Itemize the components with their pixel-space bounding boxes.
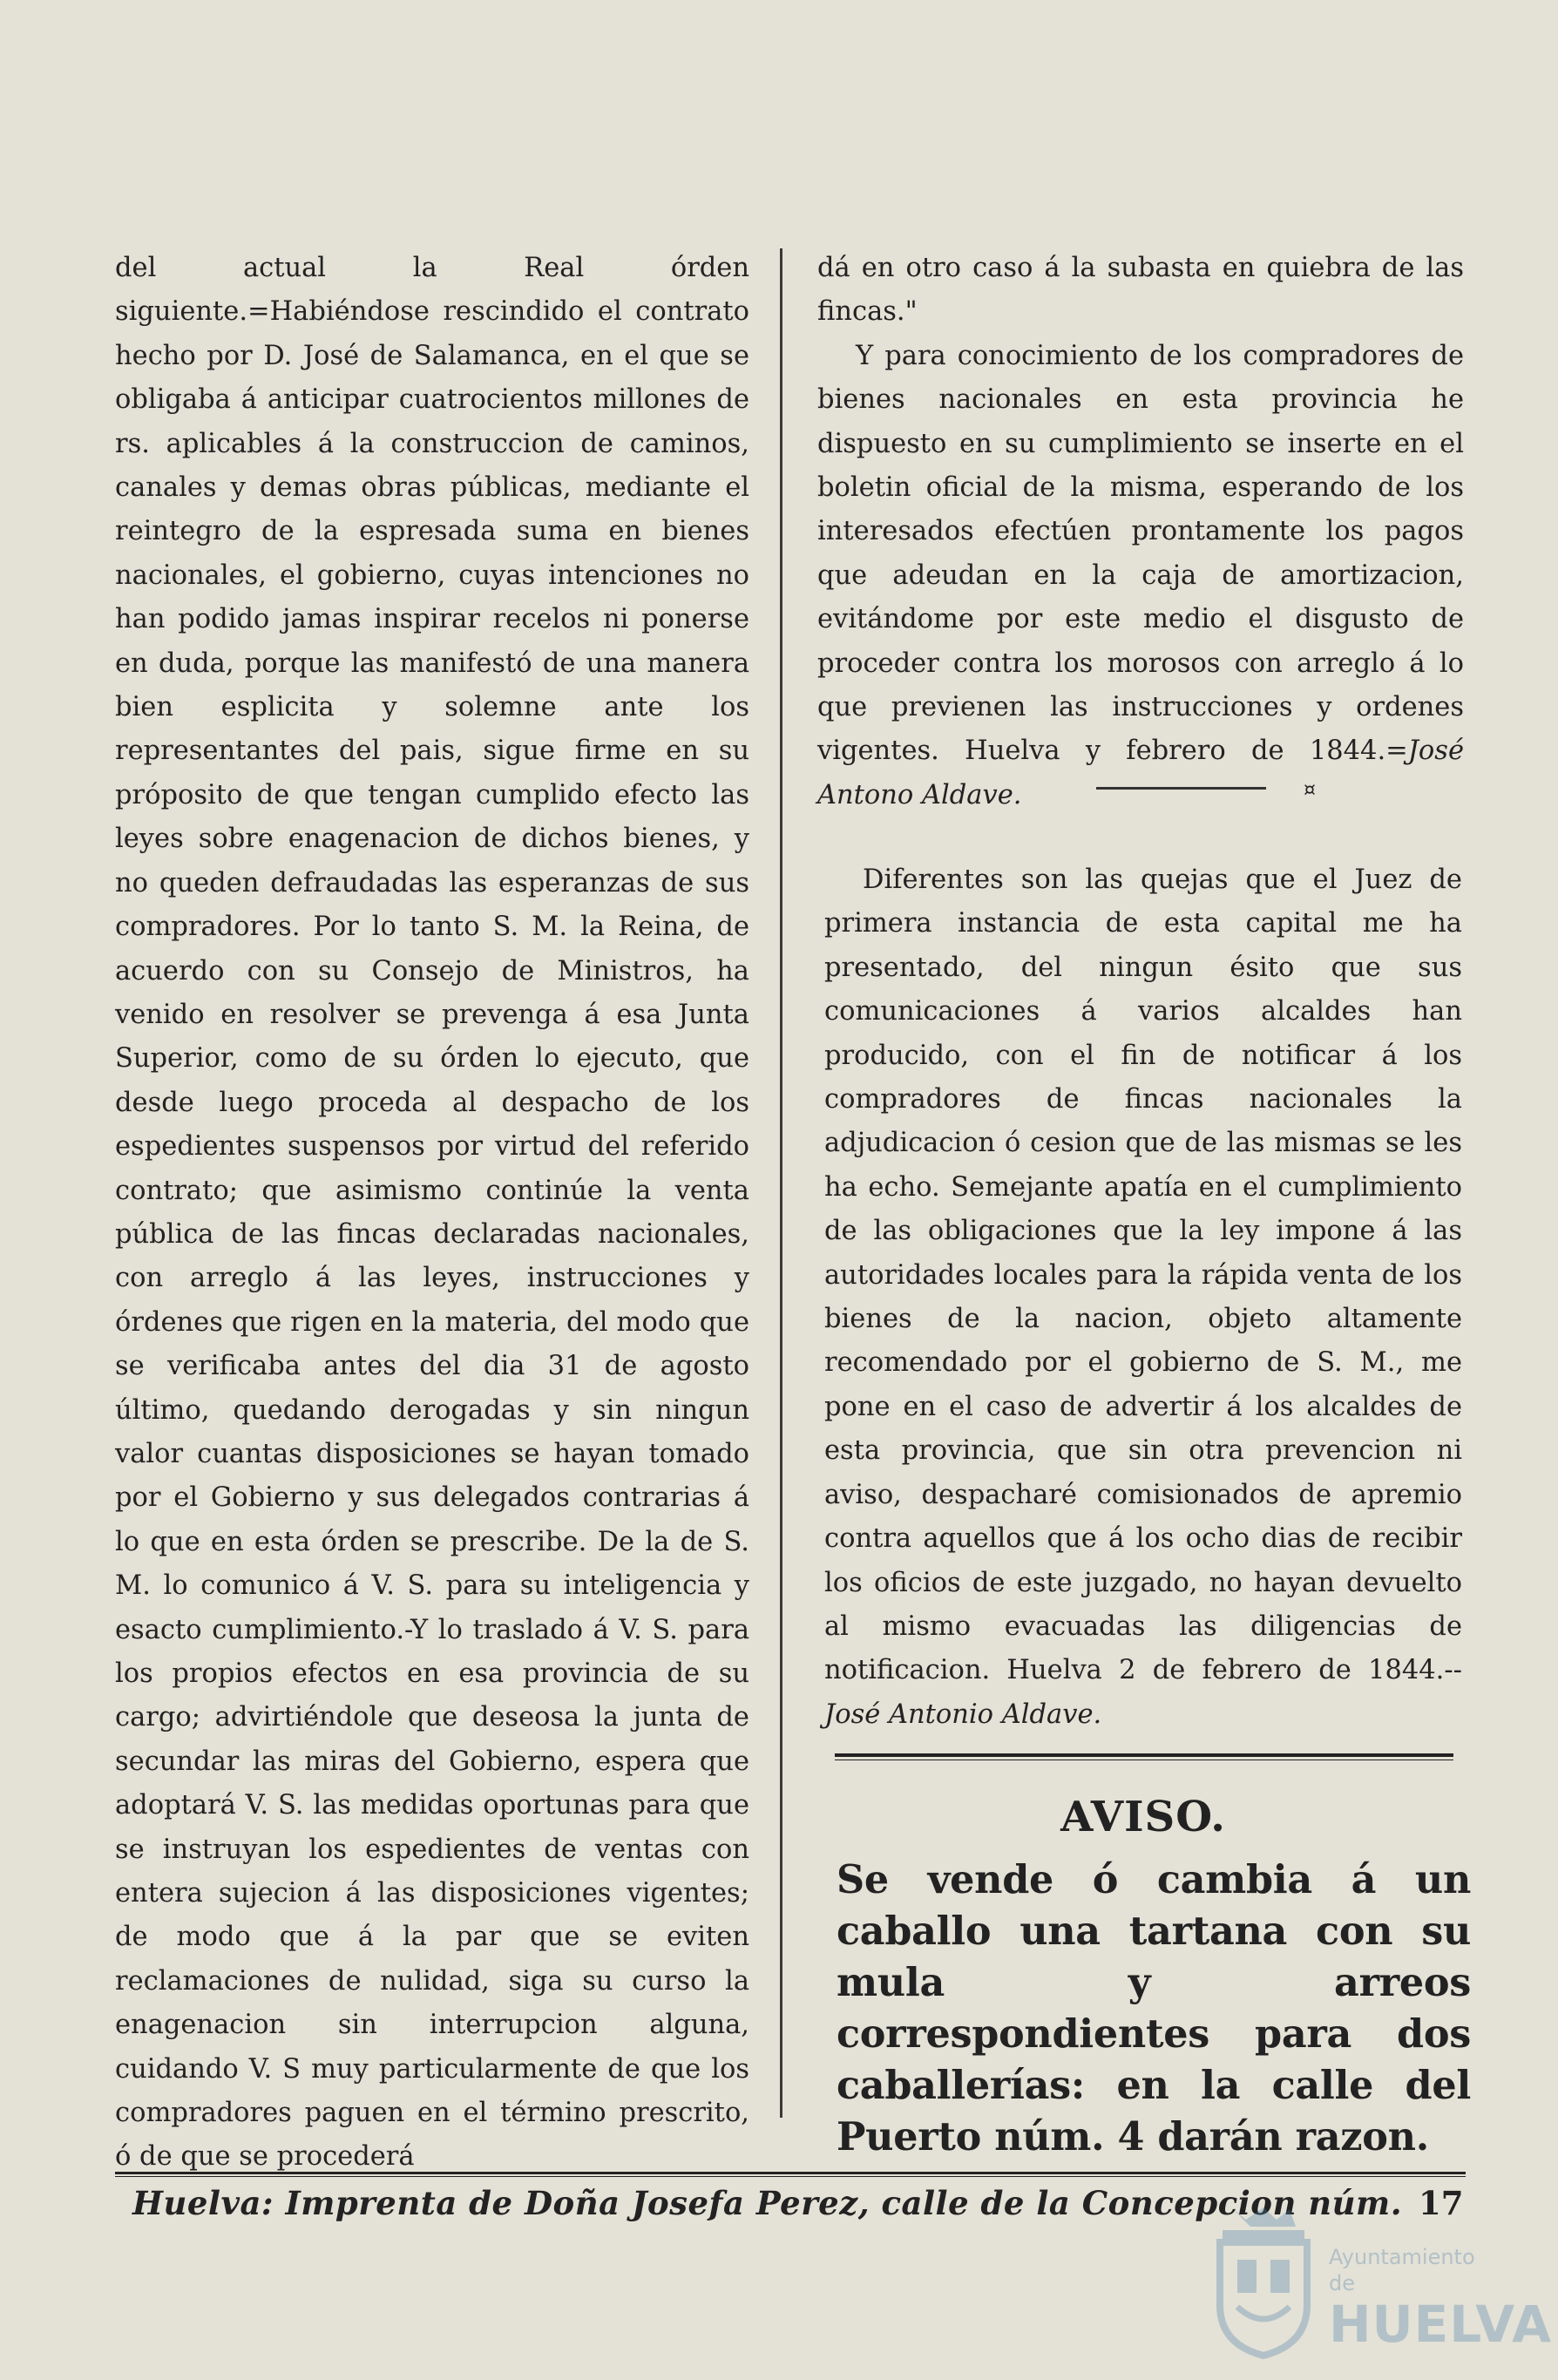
aviso-title: AVISO. [1060,1793,1226,1841]
aviso-body: Se vende ó cambia á un caballo una tartana con su mula y arreos correspondientes para dos caballerías: en la calle del Puerto núm. 4 darán razon. [837,1857,1471,2160]
continuation-text: dá en otro caso á la subasta en quiebra de las fincas." [817,253,1464,328]
left-column [115,247,749,2180]
left-column-text: del actual la Real órden siguiente.=Habiéndose rescindido el contrato hecho por D. José de Salamanca, en el que se obligaba á anticipar cuatrocientos millones de rs. aplicables á la construccion de caminos, canales y demas obras públicas, mediante el reintegro de la espresada suma en bienes nacionales, el gobierno, cuyas intenciones no han podido jamas inspirar recelos ni ponerse en duda, porque las manifestó de una manera bien esplicita y solemne ante los representantes del pais, sigue firme en su próposito de que tengan cumplido efecto las leyes sobre enagenacion de dichos bienes, y no queden defraudadas las esperanzas de sus compradores. Por lo tanto S. M. la Reina, de acuerdo con su Consejo de Ministros, ha venido en resolver se prevenga á esa Junta Superior, como de su órden lo ejecuto, que desde luego proceda al despacho de los espedientes suspensos por virtud del referido contrato; que asimismo continúe la venta pública de las fincas declaradas nacionales, con arreglo á las leyes, instrucciones y órdenes que rigen en la materia, del modo que se verificaba antes del dia 31 de agosto último, quedando derogadas y sin ningun valor cuantas disposiciones se hayan tomado por el Gobierno y sus delegados contrarias á lo que en esta órden se prescribe. De la de S. M. lo comunico á V. S. para su inteligencia y esacto cumplimiento.-Y lo traslado á V. S. para los propios efectos en esa provincia de su cargo; advirtiéndole que deseosa la junta de secundar las miras del Gobierno, espera que adoptará V. S. las medidas oportunas para que se instruyan los espedientes de ventas con entera sujecion á las disposiciones vigentes; de modo que á la par que se eviten reclamaciones de nulidad, siga su curso la enagenacion sin interrupcion alguna, cuidando V. S muy particularmente de que los compradores paguen en el término prescrito, ó de que se procederá [115,253,749,2173]
notice-2 [824,858,1462,1737]
imprint-line: Huelva: Imprenta de Doña Josefa Perez, calle de la Concepcion núm. [132,2184,1403,2222]
footer-rule [115,2172,1466,2177]
watermark [1198,2200,1553,2366]
aviso-divider [835,1753,1453,1760]
notice-paragraph-2-text: Diferentes son las quejas que el Juez de primera instancia de esta capital me ha presentado, del ningun ésito que sus comunicaciones á varios alcaldes han producido, con el fin de notificar á los compradores de fincas nacionales la adjudicacion ó cesion que de las mismas se les ha echo. Semejante apatía en el cumplimiento de las obligaciones que la ley impone á las autoridades locales para la rápida venta de los bienes de la nacion, objeto altamente recomendado por el gobierno de S. M., me pone en el caso de advertir á los alcaldes de esta provincia, que sin otra prevencion ni aviso, despacharé comisionados de apremio contra aquellos que á los ocho dias de recibir los oficios de este juzgado, no hayan devuelto al mismo evacuadas las diligencias de notificacion. Huelva 2 de febrero de 1844.-- [824,865,1462,1686]
page-number: 17 [1419,2184,1464,2222]
section-separator [1096,787,1266,790]
signature-2: José Antonio Aldave. [824,1699,1102,1730]
signature-1: José Antono Aldave. [817,736,1464,810]
notice-paragraph-1 [817,335,1464,817]
printer-mark: ¤ [1304,779,1316,801]
watermark-text [1329,2244,1553,2354]
right-column [817,247,1464,817]
watermark-subtitle: Ayuntamiento de [1329,2245,1475,2295]
coat-of-arms-icon [1198,2200,1329,2362]
notice-paragraph-2 [824,858,1462,1737]
watermark-title: HUELVA [1329,2295,1553,2354]
notice-paragraph-1-text: Y para conocimiento de los compradores de bienes nacionales en esta provincia he dispuesto en su cumplimiento se inserte en el boletin oficial de la misma, esperando de los interesados efectúen prontamente los pagos que adeudan en la caja de amortizacion, evitándome por este medio el disgusto de proceder contra los morosos con arreglo á lo que previenen las instrucciones y ordenes vigentes. Huelva y febrero de 1844.= [817,340,1464,767]
column-divider [780,248,782,2118]
